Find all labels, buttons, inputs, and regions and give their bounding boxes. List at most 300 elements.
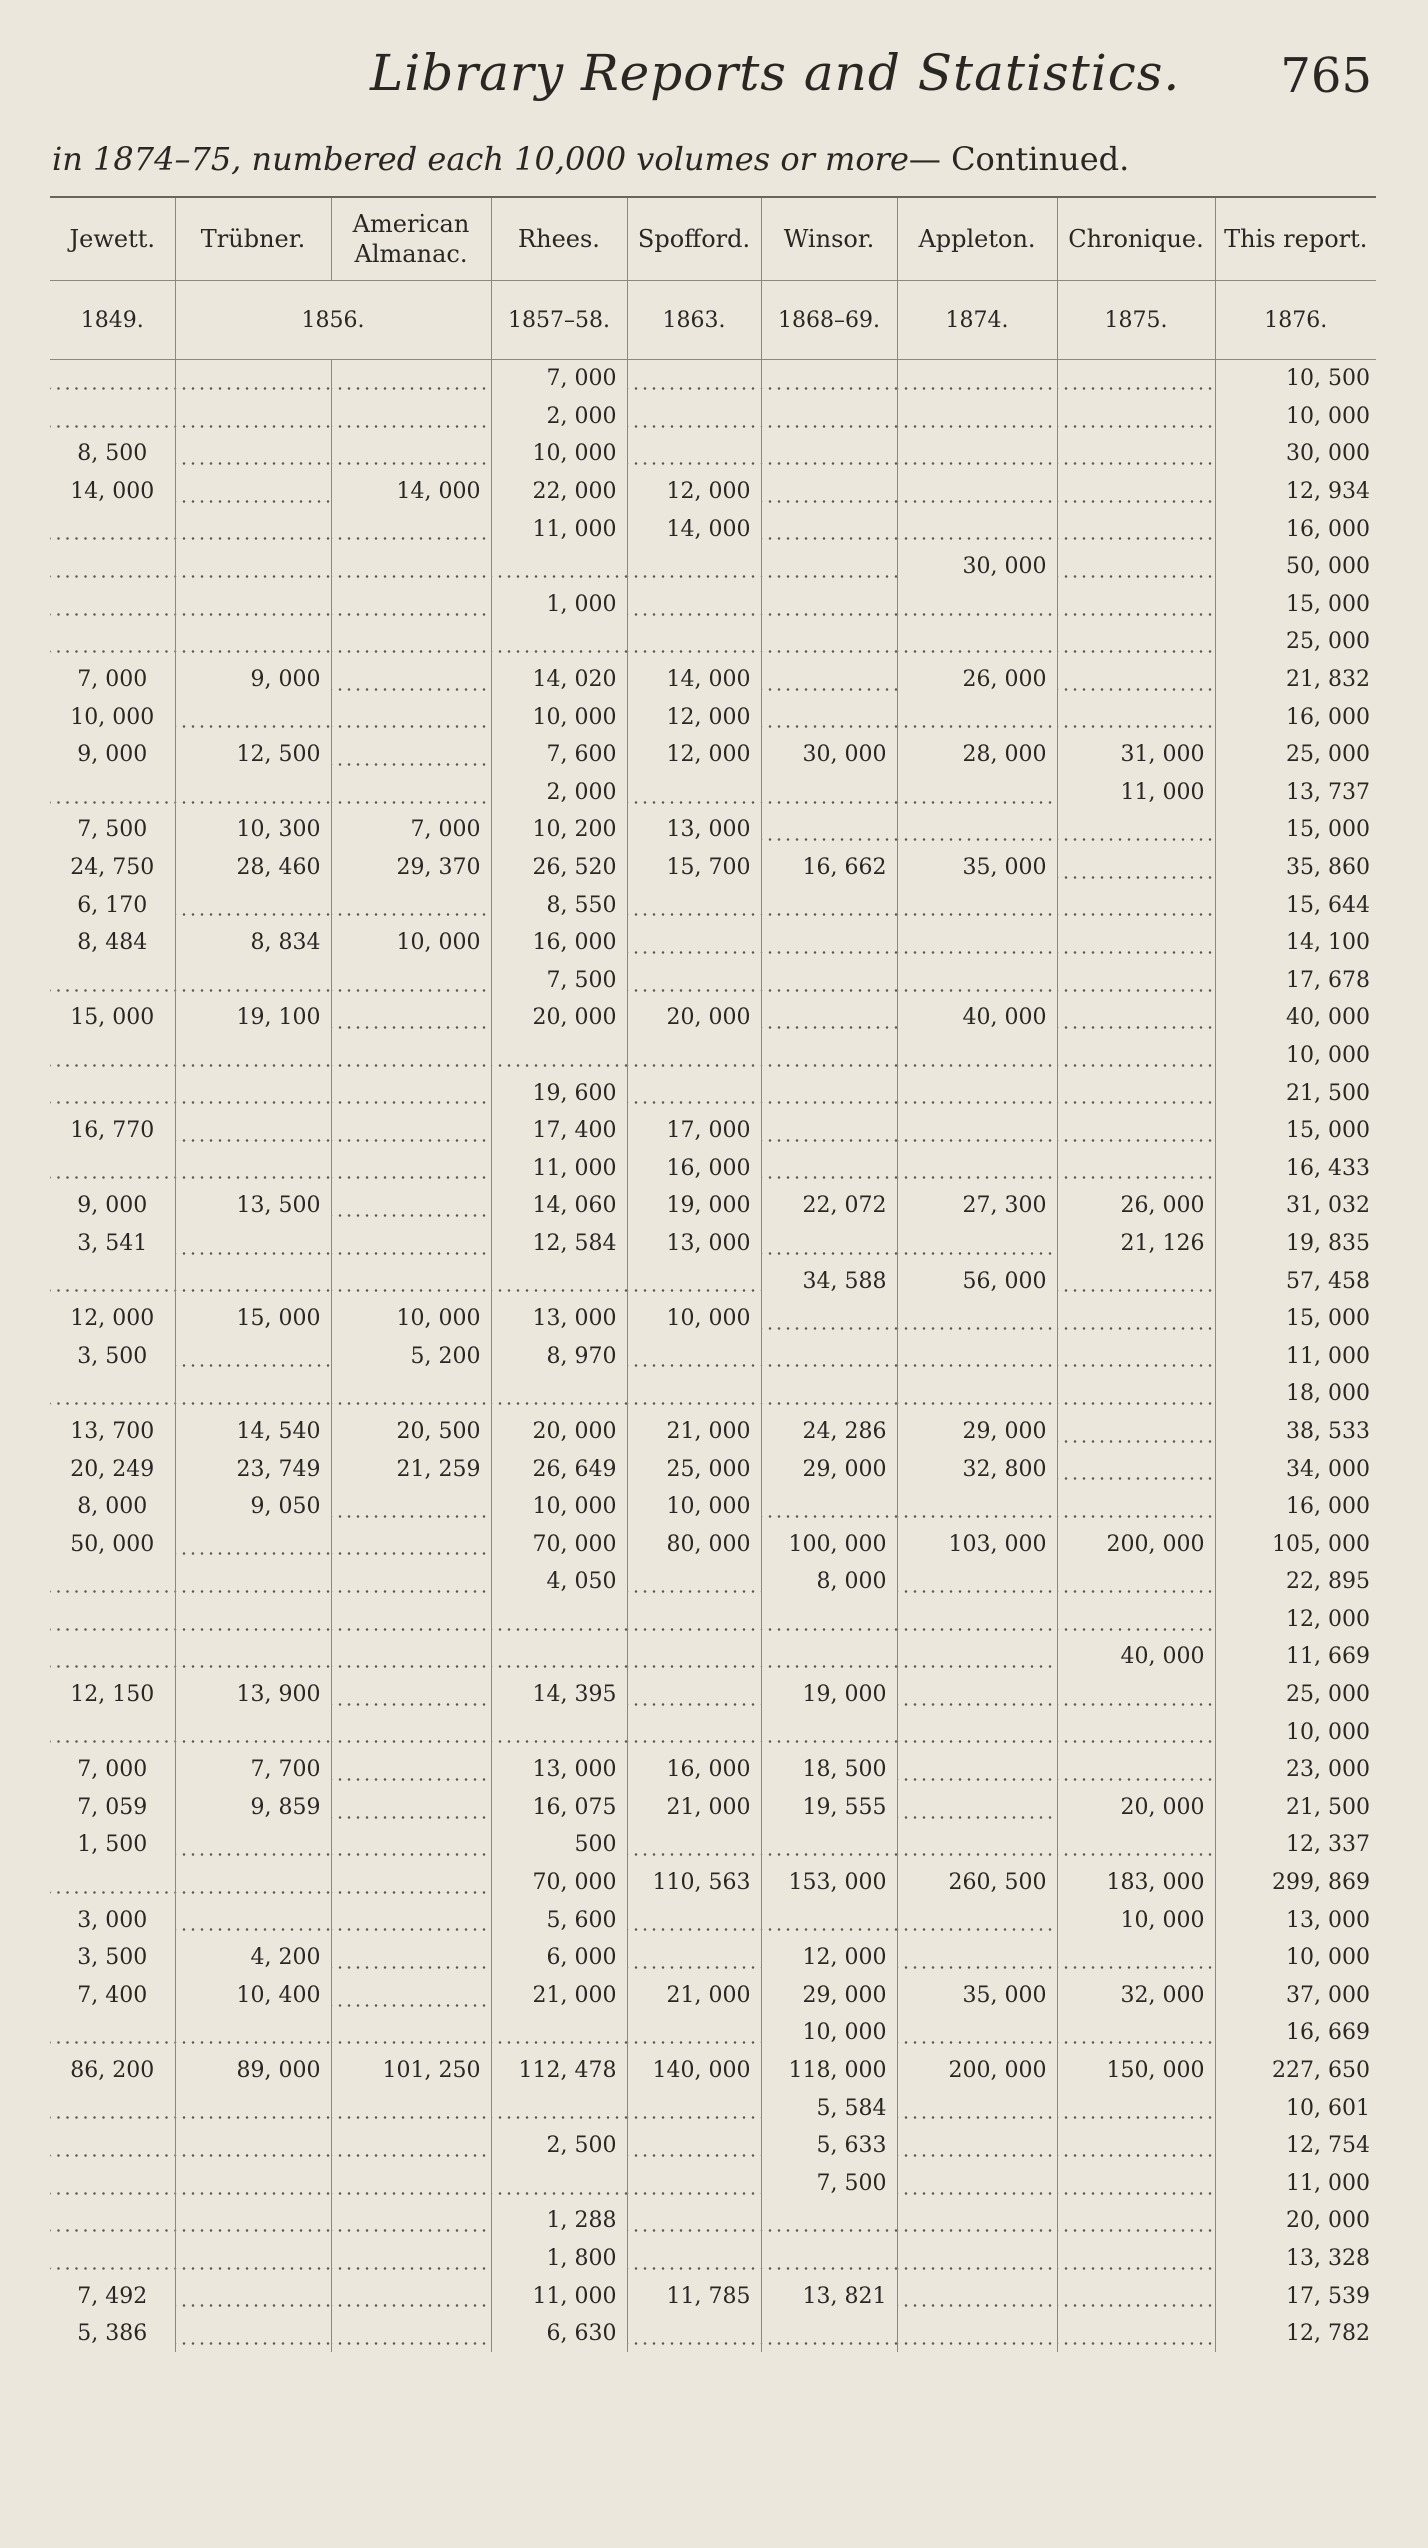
table-cell: [897, 1375, 1057, 1413]
table-cell: 16, 000: [627, 1149, 761, 1187]
table-cell: [761, 1601, 897, 1639]
table-cell: 21, 500: [1215, 1074, 1376, 1112]
table-row: [50, 2014, 1376, 2052]
table-cell: 140, 000: [627, 2052, 761, 2090]
table-cell: [897, 1563, 1057, 1601]
table-cell: [175, 1149, 331, 1187]
table-cell: 14, 060: [491, 1187, 627, 1225]
table-row: [50, 811, 1376, 849]
table-cell: 14, 000: [627, 510, 761, 548]
year-cell: 1876.: [1215, 281, 1376, 360]
table-row: [50, 999, 1376, 1037]
table-cell: [175, 2277, 331, 2315]
table-cell: [175, 435, 331, 473]
table-row: [50, 435, 1376, 473]
table-cell: [491, 548, 627, 586]
table-cell: 20, 500: [331, 1413, 491, 1451]
table-cell: 7, 492: [77, 2283, 148, 2309]
table-cell: [897, 2165, 1057, 2203]
table-row: [50, 623, 1376, 661]
table-cell: 13, 700: [70, 1418, 155, 1444]
table-cell: 20, 000: [1057, 1789, 1215, 1827]
table-cell: [627, 1262, 761, 1300]
table-cell: [897, 774, 1057, 812]
table-cell: [627, 924, 761, 962]
table-cell: 105, 000: [1215, 1525, 1376, 1563]
table-cell: 9, 000: [175, 661, 331, 699]
table-cell: 4, 200: [175, 1939, 331, 1977]
table-cell: [50, 1037, 175, 1075]
table-row: [50, 849, 1376, 887]
table-cell: 10, 000: [331, 924, 491, 962]
table-cell: 10, 000: [491, 698, 627, 736]
table-cell: 12, 000: [627, 473, 761, 511]
table-row: [50, 473, 1376, 511]
table-cell: 9, 000: [77, 1193, 148, 1219]
table-cell: 50, 000: [1215, 548, 1376, 586]
table-row: [50, 2277, 1376, 2315]
table-cell: 11, 000: [1215, 1337, 1376, 1375]
table-cell: 37, 000: [1215, 1977, 1376, 2015]
table-cell: [491, 1375, 627, 1413]
table-cell: [1057, 698, 1215, 736]
table-row: [50, 1826, 1376, 1864]
table-cell: [331, 774, 491, 812]
table-cell: 12, 000: [70, 1306, 155, 1332]
table-cell: 14, 100: [1215, 924, 1376, 962]
table-cell: 12, 584: [491, 1225, 627, 1263]
table-cell: [897, 1149, 1057, 1187]
col-appleton: Appleton.: [897, 197, 1057, 281]
table-cell: [897, 2315, 1057, 2353]
table-cell: [331, 1225, 491, 1263]
table-cell: [331, 1713, 491, 1751]
table-cell: 26, 000: [897, 661, 1057, 699]
table-cell: 10, 000: [627, 1300, 761, 1338]
table-cell: [491, 1713, 627, 1751]
table-cell: 13, 000: [491, 1300, 627, 1338]
table-cell: 7, 000: [77, 1757, 148, 1783]
table-cell: [175, 1638, 331, 1676]
table-cell: 19, 000: [761, 1676, 897, 1714]
table-cell: [331, 623, 491, 661]
table-cell: [627, 548, 761, 586]
table-cell: 56, 000: [897, 1262, 1057, 1300]
table-cell: 25, 000: [1215, 623, 1376, 661]
table-cell: 18, 500: [761, 1751, 897, 1789]
library-statistics-table: [50, 196, 1376, 2352]
table-cell: [50, 1713, 175, 1751]
table-cell: [175, 1563, 331, 1601]
table-cell: 118, 000: [761, 2052, 897, 2090]
table-cell: 15, 000: [175, 1300, 331, 1338]
table-cell: 12, 000: [1215, 1601, 1376, 1639]
table-cell: 10, 200: [491, 811, 627, 849]
table-cell: 50, 000: [70, 1531, 155, 1557]
table-row: [50, 1149, 1376, 1187]
table-cell: 21, 000: [627, 1977, 761, 2015]
table-cell: [175, 2165, 331, 2203]
table-cell: [331, 1563, 491, 1601]
table-cell: 8, 500: [77, 441, 148, 467]
table-cell: 13, 000: [1215, 1901, 1376, 1939]
table-cell: 260, 500: [897, 1864, 1057, 1902]
table-cell: [761, 623, 897, 661]
table-cell: 19, 555: [761, 1789, 897, 1827]
table-cell: 13, 328: [1215, 2240, 1376, 2278]
table-cell: 5, 584: [761, 2089, 897, 2127]
table-cell: 1, 288: [491, 2202, 627, 2240]
table-cell: [761, 2315, 897, 2353]
table-cell: [897, 398, 1057, 436]
col-rhees: Rhees.: [491, 197, 627, 281]
table-cell: 11, 000: [491, 2277, 627, 2315]
table-cell: [175, 2089, 331, 2127]
table-cell: 500: [491, 1826, 627, 1864]
table-cell: [175, 1525, 331, 1563]
table-row: [50, 1074, 1376, 1112]
table-cell: 11, 669: [1215, 1638, 1376, 1676]
table-cell: 26, 520: [491, 849, 627, 887]
table-cell: [491, 2014, 627, 2052]
table-cell: 24, 750: [70, 855, 155, 881]
table-cell: [761, 586, 897, 624]
table-cell: [897, 1074, 1057, 1112]
table-cell: 110, 563: [627, 1864, 761, 1902]
table-cell: 40, 000: [897, 999, 1057, 1037]
table-cell: 34, 000: [1215, 1450, 1376, 1488]
table-cell: [175, 1112, 331, 1150]
table-cell: [897, 1901, 1057, 1939]
table-cell: [175, 774, 331, 812]
table-cell: [897, 811, 1057, 849]
table-cell: 1, 000: [491, 586, 627, 624]
table-cell: [627, 398, 761, 436]
table-row: [50, 962, 1376, 1000]
table-cell: [1057, 1563, 1215, 1601]
table-cell: 21, 126: [1057, 1225, 1215, 1263]
table-cell: 32, 800: [897, 1450, 1057, 1488]
table-cell: [897, 1225, 1057, 1263]
table-cell: [331, 999, 491, 1037]
table-cell: 29, 000: [761, 1977, 897, 2015]
table-cell: 30, 000: [761, 736, 897, 774]
table-cell: 12, 337: [1215, 1826, 1376, 1864]
table-cell: 5, 386: [77, 2321, 148, 2347]
table-cell: [761, 1225, 897, 1263]
table-row: [50, 1601, 1376, 1639]
table-row: [50, 2165, 1376, 2203]
table-cell: 8, 484: [77, 930, 148, 956]
table-cell: 19, 100: [175, 999, 331, 1037]
table-cell: [331, 661, 491, 699]
table-cell: [331, 1488, 491, 1526]
table-cell: [897, 510, 1057, 548]
table-row: [50, 398, 1376, 436]
table-cell: 13, 500: [175, 1187, 331, 1225]
table-cell: [1057, 548, 1215, 586]
table-cell: [1057, 811, 1215, 849]
table-cell: 16, 433: [1215, 1149, 1376, 1187]
table-cell: [175, 2127, 331, 2165]
table-cell: 34, 588: [761, 1262, 897, 1300]
table-row: [50, 1789, 1376, 1827]
table-cell: 22, 072: [761, 1187, 897, 1225]
table-cell: 12, 150: [70, 1682, 155, 1708]
table-cell: [627, 886, 761, 924]
table-cell: [761, 360, 897, 398]
table-row: [50, 2240, 1376, 2278]
table-cell: 32, 000: [1057, 1977, 1215, 2015]
table-cell: 1, 500: [77, 1832, 148, 1858]
table-cell: 15, 000: [1215, 586, 1376, 624]
table-cell: 20, 000: [627, 999, 761, 1037]
table-row: [50, 1187, 1376, 1225]
table-cell: [1057, 999, 1215, 1037]
table-cell: [175, 962, 331, 1000]
table-cell: [627, 2014, 761, 2052]
table-cell: [175, 1225, 331, 1263]
table-cell: [491, 2165, 627, 2203]
table-cell: 15, 700: [627, 849, 761, 887]
table-cell: 3, 500: [77, 1343, 148, 1369]
table-cell: 7, 700: [175, 1751, 331, 1789]
table-cell: 10, 000: [491, 435, 627, 473]
table-cell: 10, 000: [331, 1300, 491, 1338]
table-cell: [897, 2089, 1057, 2127]
table-cell: [627, 1901, 761, 1939]
table-cell: [50, 1262, 175, 1300]
table-cell: [175, 1601, 331, 1639]
table-cell: 28, 000: [897, 736, 1057, 774]
table-cell: [1057, 2277, 1215, 2315]
table-cell: [331, 698, 491, 736]
table-cell: [897, 1037, 1057, 1075]
table-cell: [761, 1149, 897, 1187]
table-cell: 31, 000: [1057, 736, 1215, 774]
table-cell: [1057, 2165, 1215, 2203]
table-cell: [331, 1149, 491, 1187]
table-cell: [50, 2089, 175, 2127]
table-cell: 29, 370: [331, 849, 491, 887]
table-cell: [50, 1563, 175, 1601]
table-cell: 12, 000: [627, 698, 761, 736]
table-cell: [761, 924, 897, 962]
table-cell: 12, 782: [1215, 2315, 1376, 2353]
table-cell: 28, 460: [175, 849, 331, 887]
table-cell: 112, 478: [491, 2052, 627, 2090]
table-cell: 12, 500: [175, 736, 331, 774]
table-cell: [491, 1601, 627, 1639]
table-cell: 14, 395: [491, 1676, 627, 1714]
table-cell: [1057, 924, 1215, 962]
table-cell: [175, 2202, 331, 2240]
table-cell: 29, 000: [761, 1450, 897, 1488]
table-cell: 11, 000: [1215, 2165, 1376, 2203]
table-cell: 14, 000: [70, 479, 155, 505]
table-cell: 23, 000: [1215, 1751, 1376, 1789]
table-cell: 22, 895: [1215, 1563, 1376, 1601]
table-cell: 10, 400: [175, 1977, 331, 2015]
table-cell: 21, 259: [331, 1450, 491, 1488]
year-cell: 1868–69.: [761, 281, 897, 360]
table-cell: 7, 500: [491, 962, 627, 1000]
table-cell: [1057, 1450, 1215, 1488]
table-cell: 89, 000: [175, 2052, 331, 2090]
table-cell: [1057, 435, 1215, 473]
table-cell: [897, 1939, 1057, 1977]
table-cell: 15, 644: [1215, 886, 1376, 924]
table-row: [50, 924, 1376, 962]
table-cell: [627, 2240, 761, 2278]
table-cell: [1057, 849, 1215, 887]
column-header-row: [50, 197, 1376, 281]
table-cell: [627, 1074, 761, 1112]
table-cell: 9, 050: [175, 1488, 331, 1526]
table-cell: [491, 2089, 627, 2127]
table-cell: [331, 2014, 491, 2052]
table-cell: [897, 1826, 1057, 1864]
table-row: [50, 774, 1376, 812]
table-cell: [627, 586, 761, 624]
table-cell: 24, 286: [761, 1413, 897, 1451]
table-cell: [897, 2014, 1057, 2052]
table-cell: [331, 2277, 491, 2315]
table-cell: [897, 1488, 1057, 1526]
table-cell: [50, 2014, 175, 2052]
table-cell: [1057, 1939, 1215, 1977]
table-row: [50, 1413, 1376, 1451]
table-cell: 30, 000: [897, 548, 1057, 586]
table-cell: 7, 400: [77, 1982, 148, 2008]
table-cell: [50, 2165, 175, 2203]
table-cell: [761, 1337, 897, 1375]
table-cell: [761, 473, 897, 511]
table-cell: [50, 2240, 175, 2278]
table-cell: 12, 934: [1215, 473, 1376, 511]
table-cell: [627, 2315, 761, 2353]
table-cell: [1057, 1262, 1215, 1300]
table-cell: [627, 1337, 761, 1375]
table-cell: [331, 1074, 491, 1112]
table-cell: [331, 1977, 491, 2015]
table-cell: [175, 360, 331, 398]
table-cell: 14, 000: [627, 661, 761, 699]
table-cell: 15, 000: [1215, 1300, 1376, 1338]
table-cell: [331, 1789, 491, 1827]
table-cell: [331, 2240, 491, 2278]
table-cell: [1057, 398, 1215, 436]
table-cell: 10, 601: [1215, 2089, 1376, 2127]
table-cell: [175, 510, 331, 548]
table-row: [50, 586, 1376, 624]
table-cell: [50, 510, 175, 548]
table-cell: [491, 1262, 627, 1300]
table-cell: [50, 1638, 175, 1676]
table-cell: [761, 1300, 897, 1338]
table-row: [50, 1676, 1376, 1714]
table-cell: [175, 1864, 331, 1902]
table-cell: [1057, 2240, 1215, 2278]
table-cell: [1057, 586, 1215, 624]
table-cell: 10, 000: [627, 1488, 761, 1526]
table-cell: 200, 000: [1057, 1525, 1215, 1563]
table-cell: 10, 300: [175, 811, 331, 849]
table-cell: 16, 000: [1215, 1488, 1376, 1526]
table-cell: [50, 1375, 175, 1413]
table-cell: 200, 000: [897, 2052, 1057, 2090]
table-cell: [1057, 1112, 1215, 1150]
table-cell: 10, 000: [70, 704, 155, 730]
table-cell: 21, 500: [1215, 1789, 1376, 1827]
table-cell: [897, 2202, 1057, 2240]
table-cell: 9, 859: [175, 1789, 331, 1827]
table-cell: 16, 075: [491, 1789, 627, 1827]
table-cell: 7, 000: [331, 811, 491, 849]
page-number: 765: [1280, 48, 1372, 104]
table-cell: 6, 170: [77, 892, 148, 918]
table-cell: 2, 500: [491, 2127, 627, 2165]
table-cell: [331, 2315, 491, 2353]
table-cell: 57, 458: [1215, 1262, 1376, 1300]
table-cell: [897, 1713, 1057, 1751]
table-cell: 22, 000: [491, 473, 627, 511]
table-cell: [175, 698, 331, 736]
table-cell: 11, 000: [1057, 774, 1215, 812]
table-cell: [175, 886, 331, 924]
table-cell: 10, 000: [1057, 1901, 1215, 1939]
table-cell: 8, 550: [491, 886, 627, 924]
table-cell: 8, 000: [761, 1563, 897, 1601]
table-cell: [627, 774, 761, 812]
table-cell: [331, 398, 491, 436]
table-cell: [1057, 2089, 1215, 2127]
table-caption: [52, 140, 1129, 178]
table-cell: [1057, 473, 1215, 511]
table-cell: 14, 540: [175, 1413, 331, 1451]
table-cell: 11, 000: [491, 510, 627, 548]
table-cell: [175, 1375, 331, 1413]
table-row: [50, 1112, 1376, 1150]
table-cell: [627, 1713, 761, 1751]
table-cell: 3, 000: [77, 1907, 148, 1933]
table-row: [50, 1450, 1376, 1488]
table-cell: [50, 398, 175, 436]
table-cell: 10, 000: [1215, 1713, 1376, 1751]
table-cell: [50, 1864, 175, 1902]
table-cell: [897, 1112, 1057, 1150]
year-header-row: [50, 281, 1376, 360]
table-cell: 7, 500: [761, 2165, 897, 2203]
table-row: [50, 1337, 1376, 1375]
table-cell: 8, 970: [491, 1337, 627, 1375]
table-cell: [627, 962, 761, 1000]
table-cell: [1057, 2014, 1215, 2052]
table-row: [50, 2315, 1376, 2353]
year-cell: 1857–58.: [491, 281, 627, 360]
table-cell: 18, 000: [1215, 1375, 1376, 1413]
table-cell: [897, 962, 1057, 1000]
table-cell: [50, 1149, 175, 1187]
table-cell: 20, 000: [491, 999, 627, 1037]
table-cell: [897, 886, 1057, 924]
table-cell: 20, 000: [491, 1413, 627, 1451]
table-cell: [331, 886, 491, 924]
table-cell: [761, 1488, 897, 1526]
table-cell: [761, 661, 897, 699]
table-cell: [331, 1601, 491, 1639]
table-cell: [175, 2014, 331, 2052]
